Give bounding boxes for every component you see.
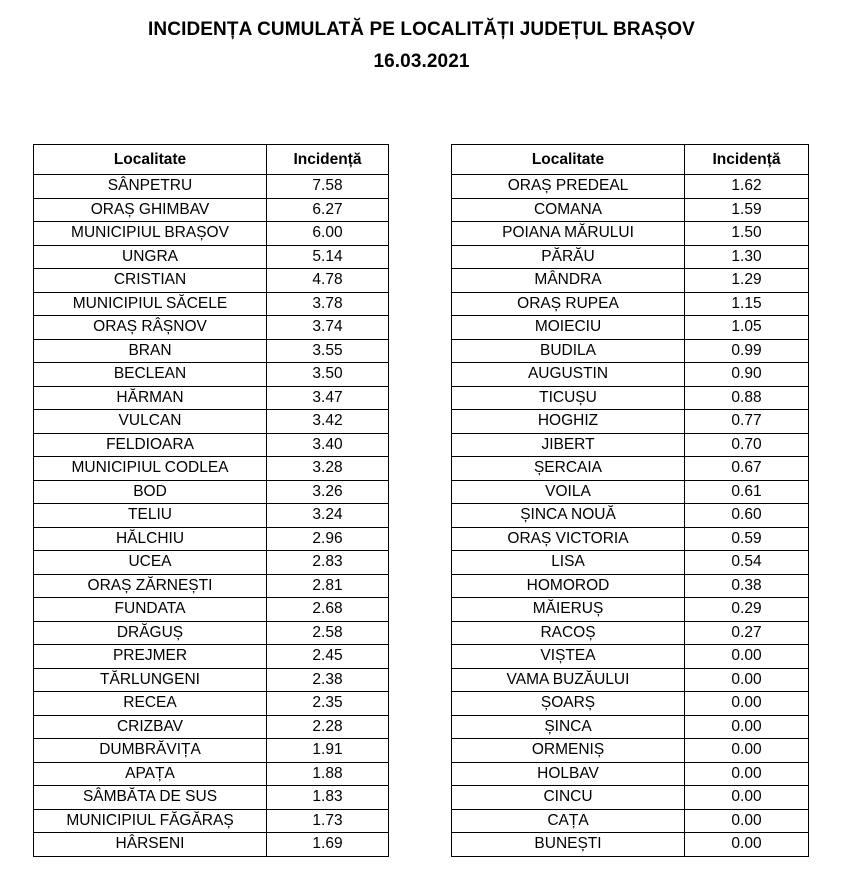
table-row [452,198,809,222]
incidence-value-cell: 0.99 [685,339,809,363]
locality-name-cell: ORAȘ RÂȘNOV [34,316,267,340]
locality-name-cell: BUDILA [452,339,685,363]
incidence-value-cell: 3.24 [267,504,389,528]
locality-name-cell: ORMENIȘ [452,739,685,763]
locality-name-cell: APAȚA [34,762,267,786]
locality-name-cell: VOILA [452,480,685,504]
table-row [452,386,809,410]
locality-name-cell: ORAȘ GHIMBAV [34,198,267,222]
table-row [452,762,809,786]
locality-name-cell: BRAN [34,339,267,363]
table-row [452,668,809,692]
locality-name-cell: HĂLCHIU [34,527,267,551]
incidence-value-cell: 0.54 [685,551,809,575]
incidence-value-cell: 0.00 [685,739,809,763]
table-row [34,480,389,504]
table-row [34,292,389,316]
locality-name-cell: MUNICIPIUL FĂGĂRAȘ [34,809,267,833]
locality-name-cell: JIBERT [452,433,685,457]
locality-name-cell: VULCAN [34,410,267,434]
incidence-value-cell: 0.00 [685,668,809,692]
locality-name-cell: PĂRĂU [452,245,685,269]
incidence-value-cell: 0.00 [685,809,809,833]
table-row [34,410,389,434]
incidence-value-cell: 1.62 [685,175,809,199]
table-row [34,786,389,810]
incidence-value-cell: 1.59 [685,198,809,222]
column-header-localitate: Localitate [452,145,685,175]
incidence-value-cell: 0.00 [685,645,809,669]
locality-name-cell: HÂRSENI [34,833,267,857]
locality-name-cell: CRISTIAN [34,269,267,293]
table-row [452,316,809,340]
locality-name-cell: CRIZBAV [34,715,267,739]
table-row [452,363,809,387]
incidence-value-cell: 2.28 [267,715,389,739]
locality-name-cell: ORAȘ ZĂRNEȘTI [34,574,267,598]
incidence-value-cell: 3.40 [267,433,389,457]
locality-name-cell: COMANA [452,198,685,222]
locality-name-cell: HOGHIZ [452,410,685,434]
table-row [452,692,809,716]
incidence-value-cell: 3.26 [267,480,389,504]
column-header-incidenta: Incidență [267,145,389,175]
table-row [452,245,809,269]
locality-name-cell: MUNICIPIUL BRAȘOV [34,222,267,246]
incidence-value-cell: 0.77 [685,410,809,434]
table-row [452,551,809,575]
table-row [34,692,389,716]
locality-name-cell: HOMOROD [452,574,685,598]
table-row [34,457,389,481]
incidence-value-cell: 1.91 [267,739,389,763]
locality-name-cell: HĂRMAN [34,386,267,410]
table-row [34,715,389,739]
table-row [34,316,389,340]
locality-name-cell: DUMBRĂVIȚA [34,739,267,763]
table-row [34,551,389,575]
table-row [452,786,809,810]
locality-name-cell: SÂMBĂTA DE SUS [34,786,267,810]
incidence-value-cell: 0.00 [685,762,809,786]
incidence-value-cell: 0.00 [685,692,809,716]
table-row [34,504,389,528]
table-row [34,198,389,222]
table-body-left [34,175,389,857]
incidence-value-cell: 0.00 [685,786,809,810]
table-row [452,527,809,551]
incidence-value-cell: 0.60 [685,504,809,528]
incidence-value-cell: 0.00 [685,715,809,739]
incidence-value-cell: 1.83 [267,786,389,810]
locality-name-cell: VIȘTEA [452,645,685,669]
locality-name-cell: MÂNDRA [452,269,685,293]
page-date: 16.03.2021 [373,51,470,72]
table-row [34,668,389,692]
locality-name-cell: MUNICIPIUL CODLEA [34,457,267,481]
table-row [452,292,809,316]
locality-name-cell: AUGUSTIN [452,363,685,387]
incidence-value-cell: 0.27 [685,621,809,645]
locality-name-cell: UNGRA [34,245,267,269]
locality-name-cell: RECEA [34,692,267,716]
table-row [34,222,389,246]
incidence-value-cell: 1.05 [685,316,809,340]
incidence-value-cell: 1.15 [685,292,809,316]
incidence-value-cell: 3.42 [267,410,389,434]
locality-name-cell: FUNDATA [34,598,267,622]
table-row [452,809,809,833]
locality-name-cell: CINCU [452,786,685,810]
table-row [34,739,389,763]
incidence-value-cell: 3.78 [267,292,389,316]
incidence-value-cell: 0.90 [685,363,809,387]
locality-name-cell: MĂIERUȘ [452,598,685,622]
incidence-value-cell: 3.28 [267,457,389,481]
locality-name-cell: DRĂGUȘ [34,621,267,645]
table-row [34,363,389,387]
locality-name-cell: BECLEAN [34,363,267,387]
incidence-value-cell: 6.27 [267,198,389,222]
incidence-value-cell: 4.78 [267,269,389,293]
incidence-value-cell: 0.88 [685,386,809,410]
incidence-value-cell: 2.38 [267,668,389,692]
incidence-value-cell: 2.81 [267,574,389,598]
incidence-value-cell: 1.29 [685,269,809,293]
locality-name-cell: LISA [452,551,685,575]
incidence-table-left [33,144,389,857]
incidence-value-cell: 2.35 [267,692,389,716]
locality-name-cell: BOD [34,480,267,504]
incidence-value-cell: 1.69 [267,833,389,857]
incidence-value-cell: 0.59 [685,527,809,551]
table-row [34,809,389,833]
locality-name-cell: TICUȘU [452,386,685,410]
incidence-value-cell: 1.73 [267,809,389,833]
locality-name-cell: TELIU [34,504,267,528]
table-row [34,433,389,457]
table-row [34,574,389,598]
locality-name-cell: ȘINCA NOUĂ [452,504,685,528]
locality-name-cell: HOLBAV [452,762,685,786]
locality-name-cell: RACOȘ [452,621,685,645]
table-row [34,339,389,363]
incidence-value-cell: 0.70 [685,433,809,457]
incidence-value-cell: 3.74 [267,316,389,340]
locality-name-cell: CAȚA [452,809,685,833]
locality-name-cell: ORAȘ VICTORIA [452,527,685,551]
table-row [452,410,809,434]
locality-name-cell: FELDIOARA [34,433,267,457]
locality-name-cell: ȘINCA [452,715,685,739]
locality-name-cell: BUNEȘTI [452,833,685,857]
column-header-localitate: Localitate [34,145,267,175]
table-row [34,269,389,293]
incidence-value-cell: 2.58 [267,621,389,645]
incidence-value-cell: 5.14 [267,245,389,269]
table-row [452,504,809,528]
incidence-value-cell: 2.96 [267,527,389,551]
incidence-value-cell: 3.47 [267,386,389,410]
locality-name-cell: TĂRLUNGENI [34,668,267,692]
table-row [34,245,389,269]
table-header-row [34,145,389,175]
table-row [452,739,809,763]
incidence-value-cell: 7.58 [267,175,389,199]
incidence-table-right [451,144,809,857]
locality-name-cell: ȘOARȘ [452,692,685,716]
incidence-value-cell: 0.61 [685,480,809,504]
incidence-value-cell: 1.50 [685,222,809,246]
locality-name-cell: POIANA MĂRULUI [452,222,685,246]
incidence-value-cell: 2.68 [267,598,389,622]
table-row [34,621,389,645]
table-row [34,645,389,669]
incidence-value-cell: 1.30 [685,245,809,269]
incidence-value-cell: 2.83 [267,551,389,575]
column-header-incidenta: Incidență [685,145,809,175]
incidence-value-cell: 0.38 [685,574,809,598]
incidence-value-cell: 1.88 [267,762,389,786]
incidence-value-cell: 6.00 [267,222,389,246]
incidence-value-cell: 0.67 [685,457,809,481]
table-row [452,715,809,739]
page-title: INCIDENȚA CUMULATĂ PE LOCALITĂȚI JUDEȚUL BRAȘOV [148,19,695,40]
table-row [452,175,809,199]
table-row [452,833,809,857]
table-row [34,762,389,786]
incidence-value-cell: 3.55 [267,339,389,363]
incidence-value-cell: 2.45 [267,645,389,669]
locality-name-cell: MOIECIU [452,316,685,340]
locality-name-cell: VAMA BUZĂULUI [452,668,685,692]
locality-name-cell: ORAȘ PREDEAL [452,175,685,199]
table-row [452,339,809,363]
table-header-row [452,145,809,175]
table-row [452,598,809,622]
table-body-right [452,175,809,857]
locality-name-cell: PREJMER [34,645,267,669]
locality-name-cell: MUNICIPIUL SĂCELE [34,292,267,316]
table-row [452,433,809,457]
table-row [34,386,389,410]
table-row [34,175,389,199]
table-row [452,621,809,645]
table-row [452,222,809,246]
locality-name-cell: ORAȘ RUPEA [452,292,685,316]
incidence-value-cell: 0.00 [685,833,809,857]
locality-name-cell: SÂNPETRU [34,175,267,199]
incidence-value-cell: 3.50 [267,363,389,387]
locality-name-cell: ȘERCAIA [452,457,685,481]
table-row [34,527,389,551]
locality-name-cell: UCEA [34,551,267,575]
table-row [452,645,809,669]
table-row [452,574,809,598]
incidence-value-cell: 0.29 [685,598,809,622]
table-row [34,598,389,622]
table-row [452,457,809,481]
table-row [452,480,809,504]
table-row [34,833,389,857]
table-row [452,269,809,293]
